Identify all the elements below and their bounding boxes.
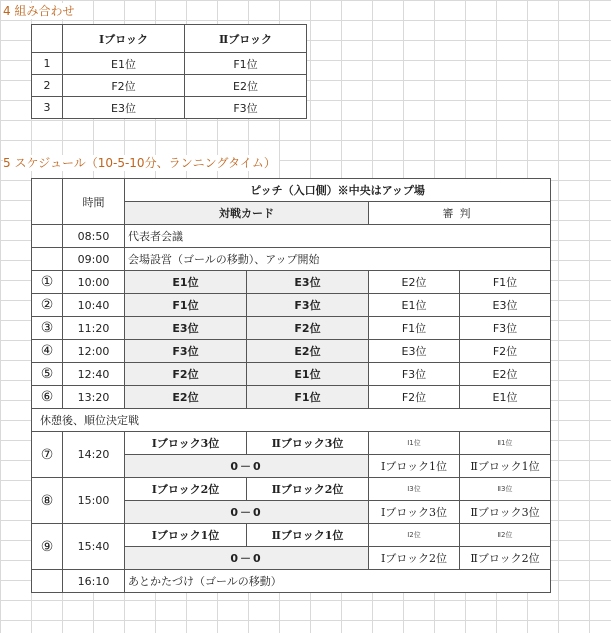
- combination-block1-cell: E1位: [63, 53, 185, 75]
- match-number: ①: [32, 271, 63, 294]
- schedule-rest-row: [32, 409, 551, 432]
- schedule-note-cell: 会場設営（ゴールの移動）、アップ開始: [125, 248, 551, 271]
- schedule-note-cell: 代表者会議: [125, 225, 551, 248]
- final-time: 15:00: [63, 478, 125, 524]
- combination-header-row: [32, 25, 307, 53]
- schedule-header-time: 時間: [63, 179, 125, 225]
- match-time: 11:20: [63, 317, 125, 340]
- final-home-team: Ⅰブロック3位: [125, 432, 247, 455]
- match-time: 12:40: [63, 363, 125, 386]
- match-time: 13:20: [63, 386, 125, 409]
- final-teams-row: [32, 432, 551, 455]
- schedule-number-cell: [32, 248, 63, 271]
- combination-table: [31, 24, 307, 119]
- final-number: ⑨: [32, 524, 63, 570]
- final-number: ⑦: [32, 432, 63, 478]
- schedule-time-cell: 08:50: [63, 225, 125, 248]
- combination-block1-cell: F2位: [63, 75, 185, 97]
- final-referee-1: Ⅰブロック2位: [369, 547, 460, 570]
- match-referee-1: E1位: [369, 294, 460, 317]
- match-home-team: F3位: [125, 340, 247, 363]
- match-away-team: E1位: [247, 363, 369, 386]
- schedule-number-cell: [32, 225, 63, 248]
- schedule-header-row: [32, 179, 551, 202]
- combination-header-block2: Ⅱブロック: [185, 25, 307, 53]
- schedule-number-cell: [32, 570, 63, 593]
- final-time: 14:20: [63, 432, 125, 478]
- match-away-team: E2位: [247, 340, 369, 363]
- section-5-title: 5 スケジュール（10-5-10分、ランニングタイム）: [3, 155, 279, 171]
- match-home-team: E1位: [125, 271, 247, 294]
- match-number: ②: [32, 294, 63, 317]
- match-referee-2: E2位: [460, 363, 551, 386]
- schedule-match-row: [32, 294, 551, 317]
- match-time: 10:00: [63, 271, 125, 294]
- match-referee-2: F1位: [460, 271, 551, 294]
- final-away-team: Ⅱブロック2位: [247, 478, 369, 501]
- final-referee-1: Ⅰブロック3位: [369, 501, 460, 524]
- final-score: 0－0: [125, 547, 369, 570]
- match-number: ③: [32, 317, 63, 340]
- final-away-team: Ⅱブロック1位: [247, 524, 369, 547]
- final-away-team: Ⅱブロック3位: [247, 432, 369, 455]
- match-away-team: F1位: [247, 386, 369, 409]
- match-number: ⑤: [32, 363, 63, 386]
- schedule-time-cell: 16:10: [63, 570, 125, 593]
- schedule-match-row: [32, 271, 551, 294]
- combination-row: [32, 97, 307, 119]
- schedule-match-row: [32, 363, 551, 386]
- combination-block1-cell: E3位: [63, 97, 185, 119]
- match-away-team: F2位: [247, 317, 369, 340]
- final-small-referee-1: Ⅰ2位: [369, 524, 460, 547]
- final-referee-1: Ⅰブロック1位: [369, 455, 460, 478]
- schedule-match-row: [32, 386, 551, 409]
- combination-block2-cell: F3位: [185, 97, 307, 119]
- combination-header-blank: [32, 25, 63, 53]
- rest-label: 休憩後、順位決定戦: [32, 409, 551, 432]
- final-referee-2: Ⅱブロック1位: [460, 455, 551, 478]
- match-referee-1: F3位: [369, 363, 460, 386]
- match-time: 12:00: [63, 340, 125, 363]
- combination-row-number: 2: [32, 75, 63, 97]
- schedule-match-row: [32, 317, 551, 340]
- final-teams-row: [32, 478, 551, 501]
- match-number: ⑥: [32, 386, 63, 409]
- match-referee-2: F2位: [460, 340, 551, 363]
- final-small-referee-2: Ⅱ3位: [460, 478, 551, 501]
- match-referee-1: E2位: [369, 271, 460, 294]
- final-teams-row: [32, 524, 551, 547]
- match-referee-1: F1位: [369, 317, 460, 340]
- match-away-team: E3位: [247, 271, 369, 294]
- final-score: 0－0: [125, 501, 369, 524]
- schedule-header-referee: 審判: [369, 202, 551, 225]
- schedule-header-match: 対戦カード: [125, 202, 369, 225]
- final-home-team: Ⅰブロック2位: [125, 478, 247, 501]
- schedule-note-cell: あとかたづけ（ゴールの移動）: [125, 570, 551, 593]
- schedule-pre-row: [32, 225, 551, 248]
- match-home-team: F1位: [125, 294, 247, 317]
- combination-row: [32, 75, 307, 97]
- match-away-team: F3位: [247, 294, 369, 317]
- schedule-time-cell: 09:00: [63, 248, 125, 271]
- section-4-title: 4 組み合わせ: [3, 3, 77, 19]
- final-referee-2: Ⅱブロック3位: [460, 501, 551, 524]
- combination-block2-cell: F1位: [185, 53, 307, 75]
- final-time: 15:40: [63, 524, 125, 570]
- match-number: ④: [32, 340, 63, 363]
- match-referee-2: F3位: [460, 317, 551, 340]
- final-small-referee-2: Ⅱ2位: [460, 524, 551, 547]
- final-home-team: Ⅰブロック1位: [125, 524, 247, 547]
- final-score: 0－0: [125, 455, 369, 478]
- match-referee-2: E1位: [460, 386, 551, 409]
- combination-header-block1: Ⅰブロック: [63, 25, 185, 53]
- schedule-header-number: [32, 179, 63, 225]
- match-home-team: E3位: [125, 317, 247, 340]
- combination-block2-cell: E2位: [185, 75, 307, 97]
- match-referee-1: F2位: [369, 386, 460, 409]
- final-small-referee-2: Ⅱ1位: [460, 432, 551, 455]
- final-number: ⑧: [32, 478, 63, 524]
- schedule-match-row: [32, 340, 551, 363]
- match-home-team: F2位: [125, 363, 247, 386]
- schedule-header-pitch: ピッチ（入口側）※中央はアップ場: [125, 179, 551, 202]
- combination-row: [32, 53, 307, 75]
- match-referee-1: E3位: [369, 340, 460, 363]
- final-referee-2: Ⅱブロック2位: [460, 547, 551, 570]
- schedule-post-row: [32, 570, 551, 593]
- schedule-pre-row: [32, 248, 551, 271]
- schedule-table: [31, 178, 551, 593]
- match-time: 10:40: [63, 294, 125, 317]
- combination-row-number: 1: [32, 53, 63, 75]
- final-small-referee-1: Ⅰ3位: [369, 478, 460, 501]
- match-home-team: E2位: [125, 386, 247, 409]
- final-small-referee-1: Ⅰ1位: [369, 432, 460, 455]
- combination-row-number: 3: [32, 97, 63, 119]
- match-referee-2: E3位: [460, 294, 551, 317]
